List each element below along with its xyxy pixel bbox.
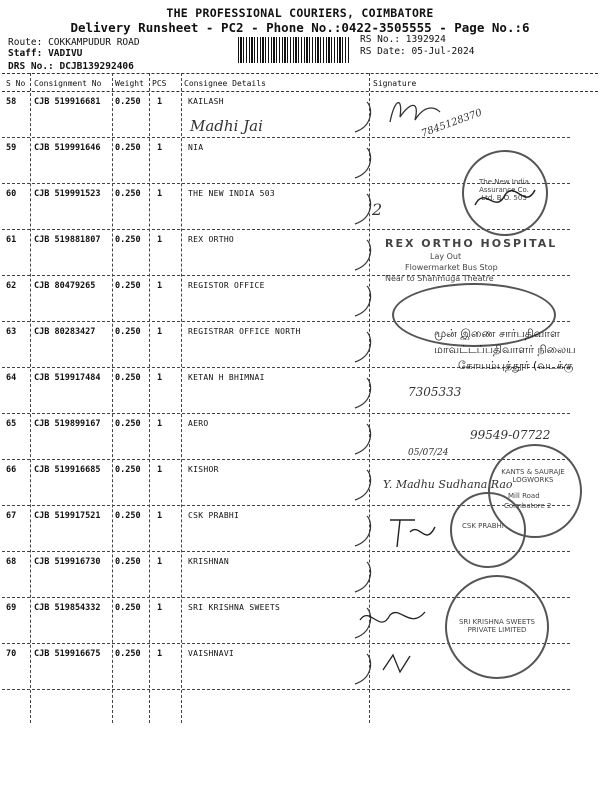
row-consignee: KRISHNAN: [188, 557, 229, 566]
row-consignment-no: CJB 519916685: [34, 465, 101, 475]
row-sno: 65: [6, 419, 17, 429]
row-sno: 60: [6, 189, 17, 199]
rs-date-label: RS Date:: [360, 46, 406, 57]
row-sno: 59: [6, 143, 17, 153]
row-consignment-no: CJB 519854332: [34, 603, 101, 613]
row-sno: 62: [6, 281, 17, 291]
route-label: Route:: [8, 37, 43, 48]
row-weight: 0.250: [115, 97, 141, 107]
row-pcs: 1: [157, 327, 163, 337]
table-row: [0, 368, 600, 414]
row-consignee: KAILASH: [188, 97, 224, 106]
row-pcs: 1: [157, 373, 163, 383]
row-weight: 0.250: [115, 327, 141, 337]
sweets-stamp-text: SRI KRISHNA SWEETS PRIVATE LIMITED: [458, 618, 535, 634]
row-consignee: THE NEW INDIA 503: [188, 189, 275, 198]
rs-date-value: 05-Jul-2024: [411, 46, 475, 57]
tamil-stamp-line1: மூன் இணை சார்பதிவாள: [434, 327, 560, 340]
csk-stamp-text: CSK PRABHI: [462, 522, 504, 530]
col-header-sno: S No: [6, 79, 26, 88]
signature-row-69: [355, 600, 435, 640]
row-pcs: 1: [157, 511, 163, 521]
signature-bracket: [345, 556, 375, 596]
handwritten-number: 7305333: [408, 385, 462, 399]
row-pcs: 1: [157, 465, 163, 475]
handwritten-phone: 7845128370: [420, 107, 484, 140]
route-value: COKKAMPUDUR ROAD: [48, 37, 140, 48]
tamil-stamp-line3: கோயம்புத்தூர் (வடக்கு: [458, 359, 574, 372]
row-consignee: NIA: [188, 143, 204, 152]
row-consignee: REX ORTHO: [188, 235, 235, 244]
row-consignee: SRI KRISHNA SWEETS: [188, 603, 281, 612]
company-name: THE PROFESSIONAL COURIERS, COIMBATORE: [166, 6, 434, 20]
row-pcs: 1: [157, 143, 163, 153]
runsheet-title: Delivery Runsheet - PC2 - Phone No.:0422-3505555 - Page No.:6: [70, 20, 530, 35]
row-weight: 0.250: [115, 557, 141, 567]
signature-bracket: [345, 234, 375, 274]
handwritten-mark: 2: [372, 200, 383, 219]
table-row: [0, 92, 600, 138]
signature-bracket: [345, 280, 375, 320]
row-consignment-no: CJB 519881807: [34, 235, 101, 245]
row-weight: 0.250: [115, 373, 141, 383]
rs-no-label: RS No.:: [360, 34, 401, 45]
col-header-weight: Weight: [115, 79, 144, 88]
signature-bracket: [345, 96, 375, 136]
signature-row-58: [385, 92, 445, 132]
row-consignee: CSK PRABHI: [188, 511, 240, 520]
rex-stamp-line3: Near to Shanmuga Theatre: [385, 274, 494, 283]
row-sno: 70: [6, 649, 17, 659]
staff-value: VADIVU: [48, 48, 83, 59]
col-header-pcs: PCS: [152, 79, 167, 88]
handwritten-date: 05/07/24: [408, 448, 449, 458]
tamil-stamp-line2: மாவட்டப்பதிவாளர் நிலைய: [434, 343, 576, 356]
row-pcs: 1: [157, 235, 163, 245]
col-header-consignment: Consignment No: [34, 79, 102, 88]
row-consignment-no: CJB 519917484: [34, 373, 101, 383]
row-weight: 0.250: [115, 511, 141, 521]
row-pcs: 1: [157, 603, 163, 613]
row-sno: 69: [6, 603, 17, 613]
handwritten-note: Madhi Jai: [190, 117, 263, 135]
row-weight: 0.250: [115, 465, 141, 475]
row-consignment-no: CJB 80479265: [34, 281, 96, 291]
kishor-stamp-addr1: Mill Road: [508, 492, 540, 500]
row-consignment-no: CJB 519991523: [34, 189, 101, 199]
row-consignee: VAISHNAVI: [188, 649, 235, 658]
row-consignee: KETAN H BHIMNAI: [188, 373, 265, 382]
signature-bracket: [345, 418, 375, 458]
row-sno: 58: [6, 97, 17, 107]
drs-value: DCJB139292406: [59, 61, 134, 72]
rex-stamp-title: REX ORTHO HOSPITAL: [385, 237, 558, 250]
signature-bracket: [345, 142, 375, 182]
handwritten-name: Y. Madhu Sudhana Rao: [383, 478, 513, 491]
row-sno: 68: [6, 557, 17, 567]
row-weight: 0.250: [115, 235, 141, 245]
drs-label: DRS No.:: [8, 61, 54, 72]
signature-bracket: [345, 648, 375, 688]
signature-row-70: [378, 650, 418, 678]
rex-stamp-line1: Lay Out: [430, 252, 462, 261]
csk-stamp: [450, 492, 526, 568]
signature-bracket: [345, 326, 375, 366]
table-top-rule: [2, 73, 598, 74]
signature-bracket: [345, 464, 375, 504]
new-india-stamp-text: The New India Assurance Co. Ltd. B.O. 503: [479, 178, 529, 202]
kishor-stamp-text: KANTS & SAURAJE LOGWORKS: [501, 468, 565, 484]
row-weight: 0.250: [115, 189, 141, 199]
rex-stamp-line2: Flowermarket Bus Stop: [405, 263, 498, 272]
row-consignment-no: CJB 519917521: [34, 511, 101, 521]
row-consignment-no: CJB 80283427: [34, 327, 96, 337]
kishor-stamp-addr2: Coimbatore 2: [504, 502, 552, 510]
signature-bracket: [345, 372, 375, 412]
row-sno: 64: [6, 373, 17, 383]
row-weight: 0.250: [115, 281, 141, 291]
rs-no-line: [360, 34, 446, 45]
row-weight: 0.250: [115, 649, 141, 659]
rs-date-line: [360, 46, 474, 57]
row-consignee: KISHOR: [188, 465, 219, 474]
staff-label: Staff:: [8, 48, 43, 59]
signature-bracket: [345, 188, 375, 228]
row-weight: 0.250: [115, 143, 141, 153]
signature-row-59: [470, 180, 540, 220]
row-sno: 67: [6, 511, 17, 521]
signature-row-67: [385, 512, 440, 552]
row-pcs: 1: [157, 97, 163, 107]
row-weight: 0.250: [115, 603, 141, 613]
row-weight: 0.250: [115, 419, 141, 429]
row-consignment-no: CJB 519991646: [34, 143, 101, 153]
row-consignment-no: CJB 519899167: [34, 419, 101, 429]
row-divider: [2, 689, 570, 690]
row-consignment-no: CJB 519916730: [34, 557, 101, 567]
row-sno: 61: [6, 235, 17, 245]
row-consignee: REGISTRAR OFFICE NORTH: [188, 327, 301, 336]
drs-line: [8, 61, 134, 72]
rs-no-value: 1392924: [405, 34, 446, 45]
row-pcs: 1: [157, 281, 163, 291]
staff-line: [8, 48, 82, 59]
col-header-signature: Signature: [373, 79, 417, 88]
row-consignment-no: CJB 519916681: [34, 97, 101, 107]
row-consignment-no: CJB 519916675: [34, 649, 101, 659]
row-pcs: 1: [157, 419, 163, 429]
row-pcs: 1: [157, 557, 163, 567]
barcode: [238, 37, 350, 63]
row-consignee: REGISTOR OFFICE: [188, 281, 265, 290]
route-line: [8, 37, 140, 48]
col-header-consignee: Consignee Details: [184, 79, 266, 88]
row-pcs: 1: [157, 189, 163, 199]
signature-bracket: [345, 510, 375, 550]
row-sno: 63: [6, 327, 17, 337]
handwritten-phone-2: 99549-07722: [470, 428, 551, 442]
row-sno: 66: [6, 465, 17, 475]
row-consignee: AERO: [188, 419, 209, 428]
row-pcs: 1: [157, 649, 163, 659]
